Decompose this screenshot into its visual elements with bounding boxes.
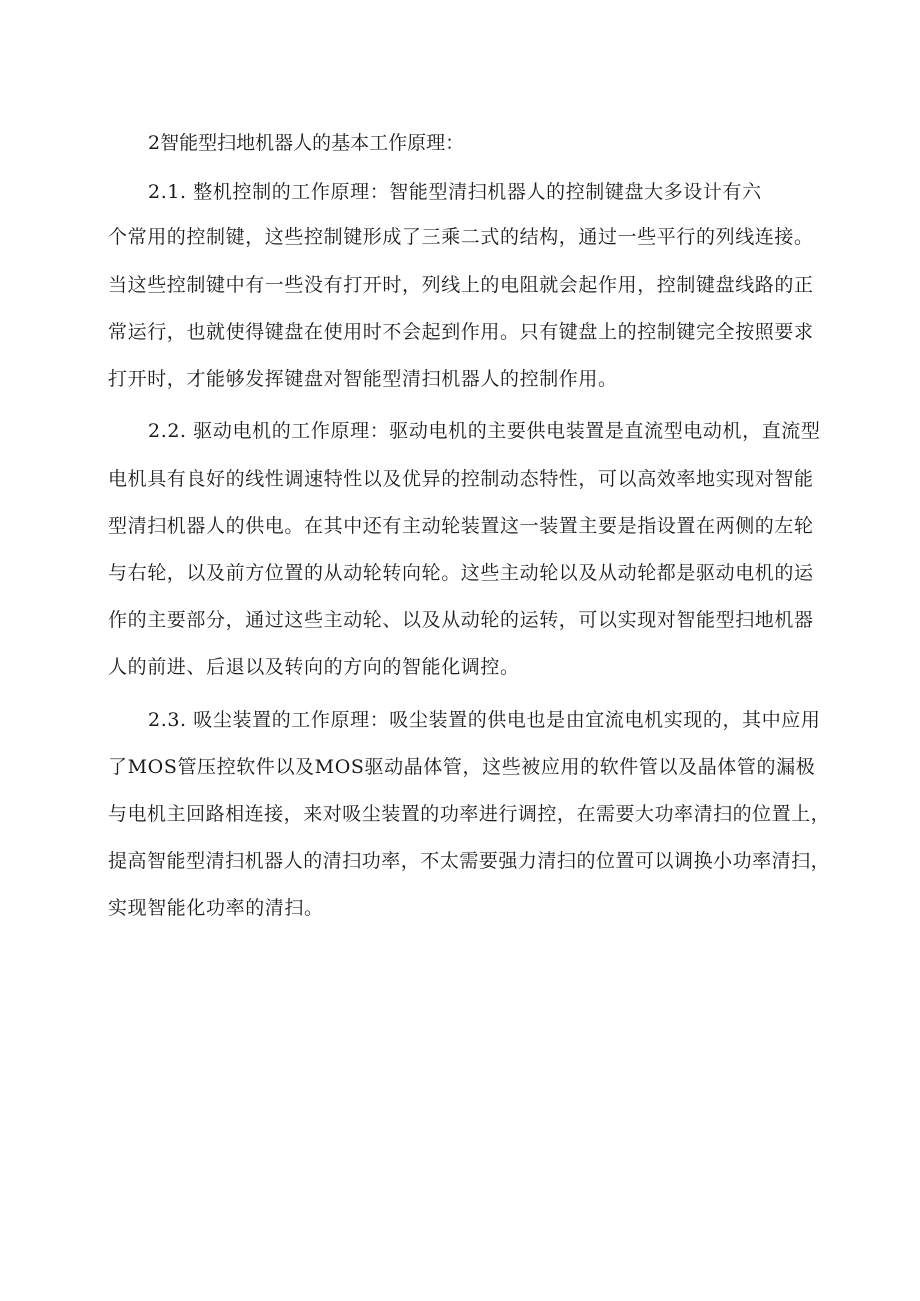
paragraph-line: 实现智能化功率的清扫。 [108, 897, 324, 919]
paragraph-line: 当这些控制键中有一些没有打开时，列线上的电阻就会起作用，控制键盘线路的正 [108, 274, 814, 296]
paragraph-line: 提高智能型清扫机器人的清扫功率，不太需要强力清扫的位置可以调换小功率清扫， [108, 850, 831, 872]
paragraph-line: 人的前进、后退以及转向的方向的智能化调控。 [108, 656, 520, 678]
paragraph-line: 电机具有良好的线性调速特性以及优异的控制动态特性，可以高效率地实现对智能 [108, 468, 814, 490]
paragraph-line: 2.1. 整机控制的工作原理：智能型清扫机器人的控制键盘大多设计有六 [148, 181, 762, 203]
paragraph-line: 2.3. 吸尘装置的工作原理：吸尘装置的供电也是由宜流电机实现的，其中应用 [148, 709, 821, 731]
paragraph-line: 2.2. 驱动电机的工作原理：驱动电机的主要供电装置是直流型电动机，直流型 [148, 420, 821, 442]
paragraph-line: 与电机主回路相连接，来对吸尘装置的功率进行调控，在需要大功率清扫的位置上， [108, 803, 831, 825]
paragraph-line: 个常用的控制键，这些控制键形成了三乘二式的结构，通过一些平行的列线连接。 [108, 226, 814, 248]
paragraph-line: 与右轮，以及前方位置的从动轮转向轮。这些主动轮以及从动轮都是驱动电机的运 [108, 562, 814, 584]
paragraph-line: 常运行，也就使得键盘在使用时不会起到作用。只有键盘上的控制键完全按照要求 [108, 321, 814, 343]
paragraph-line: 型清扫机器人的供电。在其中还有主动轮装置这一装置主要是指设置在两侧的左轮 [108, 515, 814, 537]
section-heading: 2智能型扫地机器人的基本工作原理： [148, 132, 465, 154]
paragraph-line: 打开时，才能够发挥键盘对智能型清扫机器人的控制作用。 [108, 368, 618, 390]
paragraph-line: 了MOS管压控软件以及MOS驱动晶体管，这些被应用的软件管以及晶体管的漏极 [108, 756, 816, 778]
paragraph-line: 作的主要部分，通过这些主动轮、以及从动轮的运转，可以实现对智能型扫地机器 [108, 609, 814, 631]
